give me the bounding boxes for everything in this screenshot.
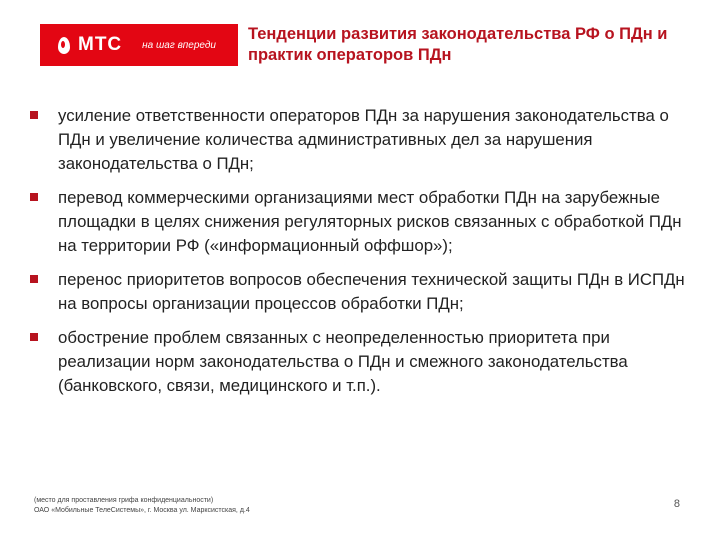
mts-logo xyxy=(40,24,238,66)
footer xyxy=(34,496,250,516)
bullet-item xyxy=(30,326,700,398)
bullet-square-icon xyxy=(30,275,38,283)
bullet-text: перевод коммерческими организациями мест обработки ПДн на зарубежные площадки в целях снижения регуляторных рисков связанных с обработкой ПДн на территории РФ («информационный оффшор»); xyxy=(58,188,682,255)
logo-name: МТС xyxy=(78,34,123,55)
bullet-text: обострение проблем связанных с неопределенностью приоритета при реализации норм законодательства о ПДн и смежного законодательства (банковского, связи, медицинского и т.п.). xyxy=(58,328,628,395)
mts-egg-icon xyxy=(58,37,70,54)
page-number: 8 xyxy=(673,498,680,510)
logo-slogan: на шаг впереди xyxy=(142,39,216,51)
bullet-text: усиление ответственности операторов ПДн за нарушения законодательства о ПДн и увеличение количества административных дел за нарушения законодательства о ПДн; xyxy=(58,106,669,173)
bullet-square-icon xyxy=(30,111,38,119)
confidentiality-placeholder: (место для проставления грифа конфиденциальности) xyxy=(34,497,214,504)
bullet-item xyxy=(30,104,700,176)
company-address: ОАО «Мобильные ТелеСистемы», г. Москва ул. Марксистская, д.4 xyxy=(34,507,250,514)
bullet-square-icon xyxy=(30,193,38,201)
bullet-item xyxy=(30,186,700,258)
bullet-list xyxy=(30,104,700,408)
bullet-square-icon xyxy=(30,333,38,341)
bullet-text: перенос приоритетов вопросов обеспечения технической защиты ПДн в ИСПДн на вопросы организации процессов обработки ПДн; xyxy=(58,270,685,313)
bullet-item xyxy=(30,268,700,316)
slide-title: Тенденции развития законодательства РФ о ПДн и практик операторов ПДн xyxy=(248,25,668,64)
